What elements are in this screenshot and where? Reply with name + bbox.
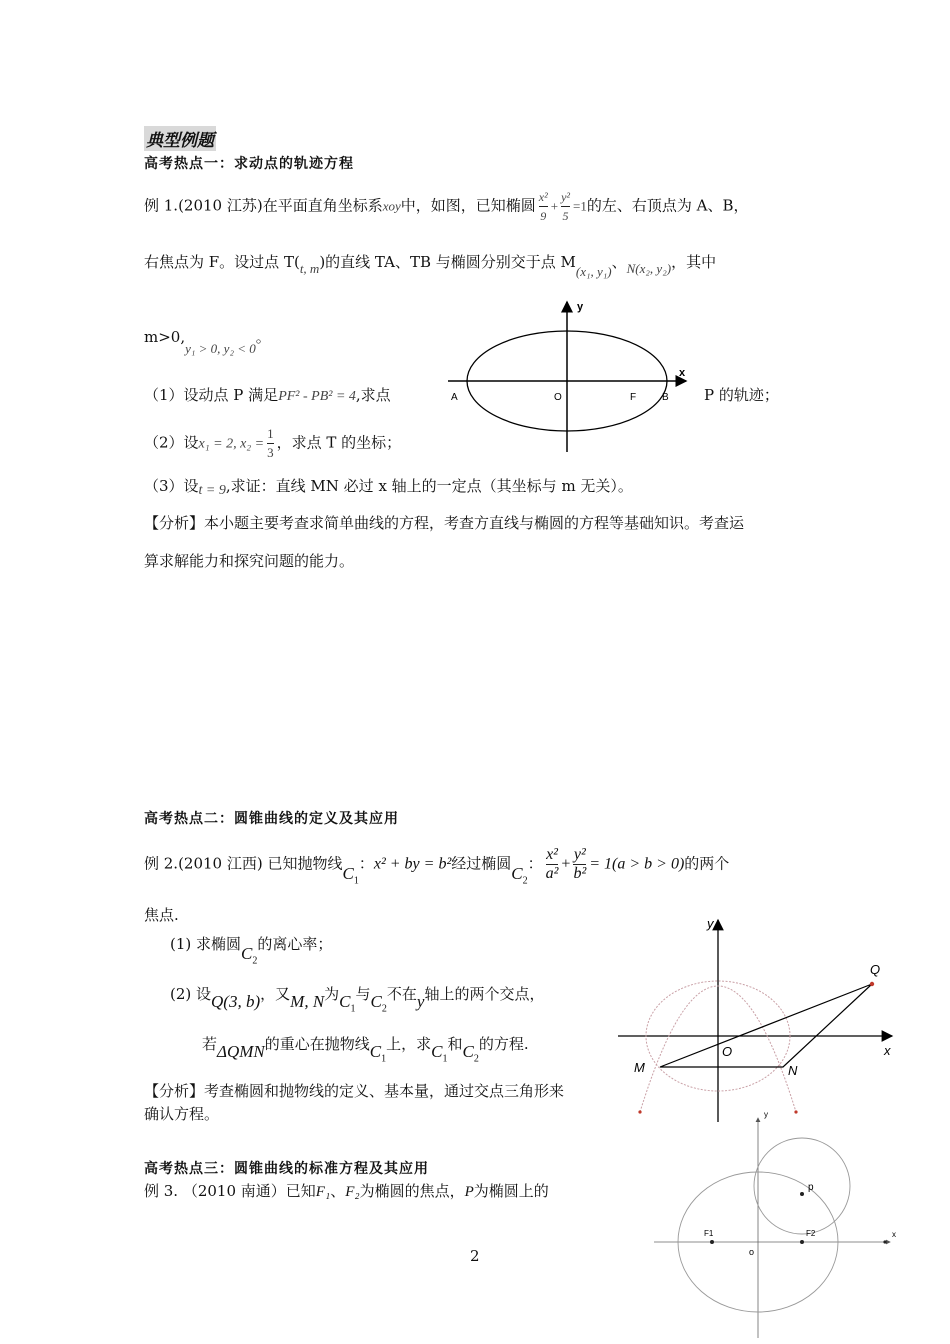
figure-2-parabola-ellipse <box>612 912 902 1127</box>
x-axis-end-point <box>883 1240 886 1243</box>
example-1-line-1: 例 1.(2010 江苏)在平面直角坐标系xoy中，如图，已知椭圆 $\frac{\text{x²}}{9}$ + $\frac{\text{y²}}{5}$ =1的左、右顶点为 A、B， <box>144 190 749 223</box>
y-axis-label: y <box>577 301 584 313</box>
point-q-label: Q <box>870 962 881 977</box>
example-1-analysis-2: 算求解能力和探究问题的能力。 <box>144 552 355 570</box>
focus-f1-label: F1 <box>704 1229 714 1238</box>
point-m-label: M <box>634 1060 645 1075</box>
section-heading-1: 高考热点一：求动点的轨迹方程 <box>144 156 354 172</box>
example-3-line-1: 例 3. （2010 南通）已知F₁、F₂为椭圆的焦点，P为椭圆上的 <box>144 1182 549 1200</box>
example-2-analysis-2: 确认方程。 <box>144 1105 220 1123</box>
focus-f1 <box>710 1240 714 1244</box>
circle-curve <box>754 1138 850 1234</box>
point-o-label: O <box>722 1044 733 1059</box>
example-1-question-3: （3）设t = 9,求证：直线 MN 必过 x 轴上的一定点（其坐标与 m 无关）。 <box>144 477 633 498</box>
example-2-analysis-1: 【分析】考查椭圆和抛物线的定义、基本量，通过交点三角形来 <box>144 1082 565 1100</box>
example-2-question-1: (1) 求椭圆$C_2$的离心率； <box>170 935 333 967</box>
triangle-qmn <box>660 984 872 1067</box>
example-1-line-2: 右焦点为 F。设过点 T(t, m)的直线 TA、TB 与椭圆分别交于点 M(x₁, y₁)、N(x₂, y₂)，其中 <box>144 253 717 279</box>
page-number: 2 <box>470 1247 480 1265</box>
point-p-label: p <box>808 1182 814 1193</box>
example-1-line-3: m>0,y₁ > 0, y₂ < 0。 <box>144 328 271 356</box>
y-axis-label: y <box>707 916 714 931</box>
x-axis-label: x <box>679 367 686 379</box>
point-q <box>870 982 874 986</box>
example-1-question-2: （2）设x₁ = 2, x₂ = $\frac{1}{3}$ ，求点 T 的坐标； <box>144 426 402 460</box>
point-o-label: O <box>554 392 562 403</box>
figure-3-ellipse-circle <box>650 1104 905 1340</box>
point-p <box>800 1192 804 1196</box>
example-1-question-1: （1）设动点 P 满足PF² - PB² = 4,求点 <box>144 386 391 404</box>
focus-f2-label: F2 <box>806 1229 816 1238</box>
example-2-line-1: 例 2.(2010 江西) 已知抛物线$C_1$：x² + by = b²经过椭圆$C_2$： $\frac{\text{x²}}{\text{a²}}$ + $\frac{\text{y²}}{\text{b²}}$ = 1(a > b > 0)的两个 <box>144 846 730 886</box>
point-b-label: B <box>662 392 669 403</box>
section-heading-3: 高考热点三：圆锥曲线的标准方程及其应用 <box>144 1161 429 1177</box>
example-1-question-1-tail: P 的轨迹； <box>704 386 779 404</box>
origin-label: o <box>749 1247 755 1257</box>
section-heading-2: 高考热点二：圆锥曲线的定义及其应用 <box>144 811 399 827</box>
figure-1-ellipse <box>440 296 700 456</box>
example-2-question-3: 若ΔQMN的重心在抛物线$C_1$上，求$C_1$和$C_2$的方程. <box>202 1035 529 1065</box>
parabola-end-left <box>638 1110 641 1113</box>
example-2-question-2: (2) 设Q(3, b)，又M, N为$C_1$与$C_2$不在y轴上的两个交点， <box>170 985 545 1015</box>
point-n-label: N <box>788 1063 798 1078</box>
x-axis-label: x <box>892 1230 896 1239</box>
example-2-line-2: 焦点. <box>144 906 179 924</box>
x-axis-label: x <box>884 1043 891 1058</box>
example-1-analysis-1: 【分析】本小题主要考查求简单曲线的方程，考查方直线与椭圆的方程等基础知识。考查运 <box>144 514 745 532</box>
y-axis-label: y <box>764 1110 768 1119</box>
page-title: 典型例题 <box>144 126 216 151</box>
point-a-label: A <box>451 392 458 403</box>
point-f-label: F <box>630 392 637 403</box>
focus-f2 <box>800 1240 804 1244</box>
